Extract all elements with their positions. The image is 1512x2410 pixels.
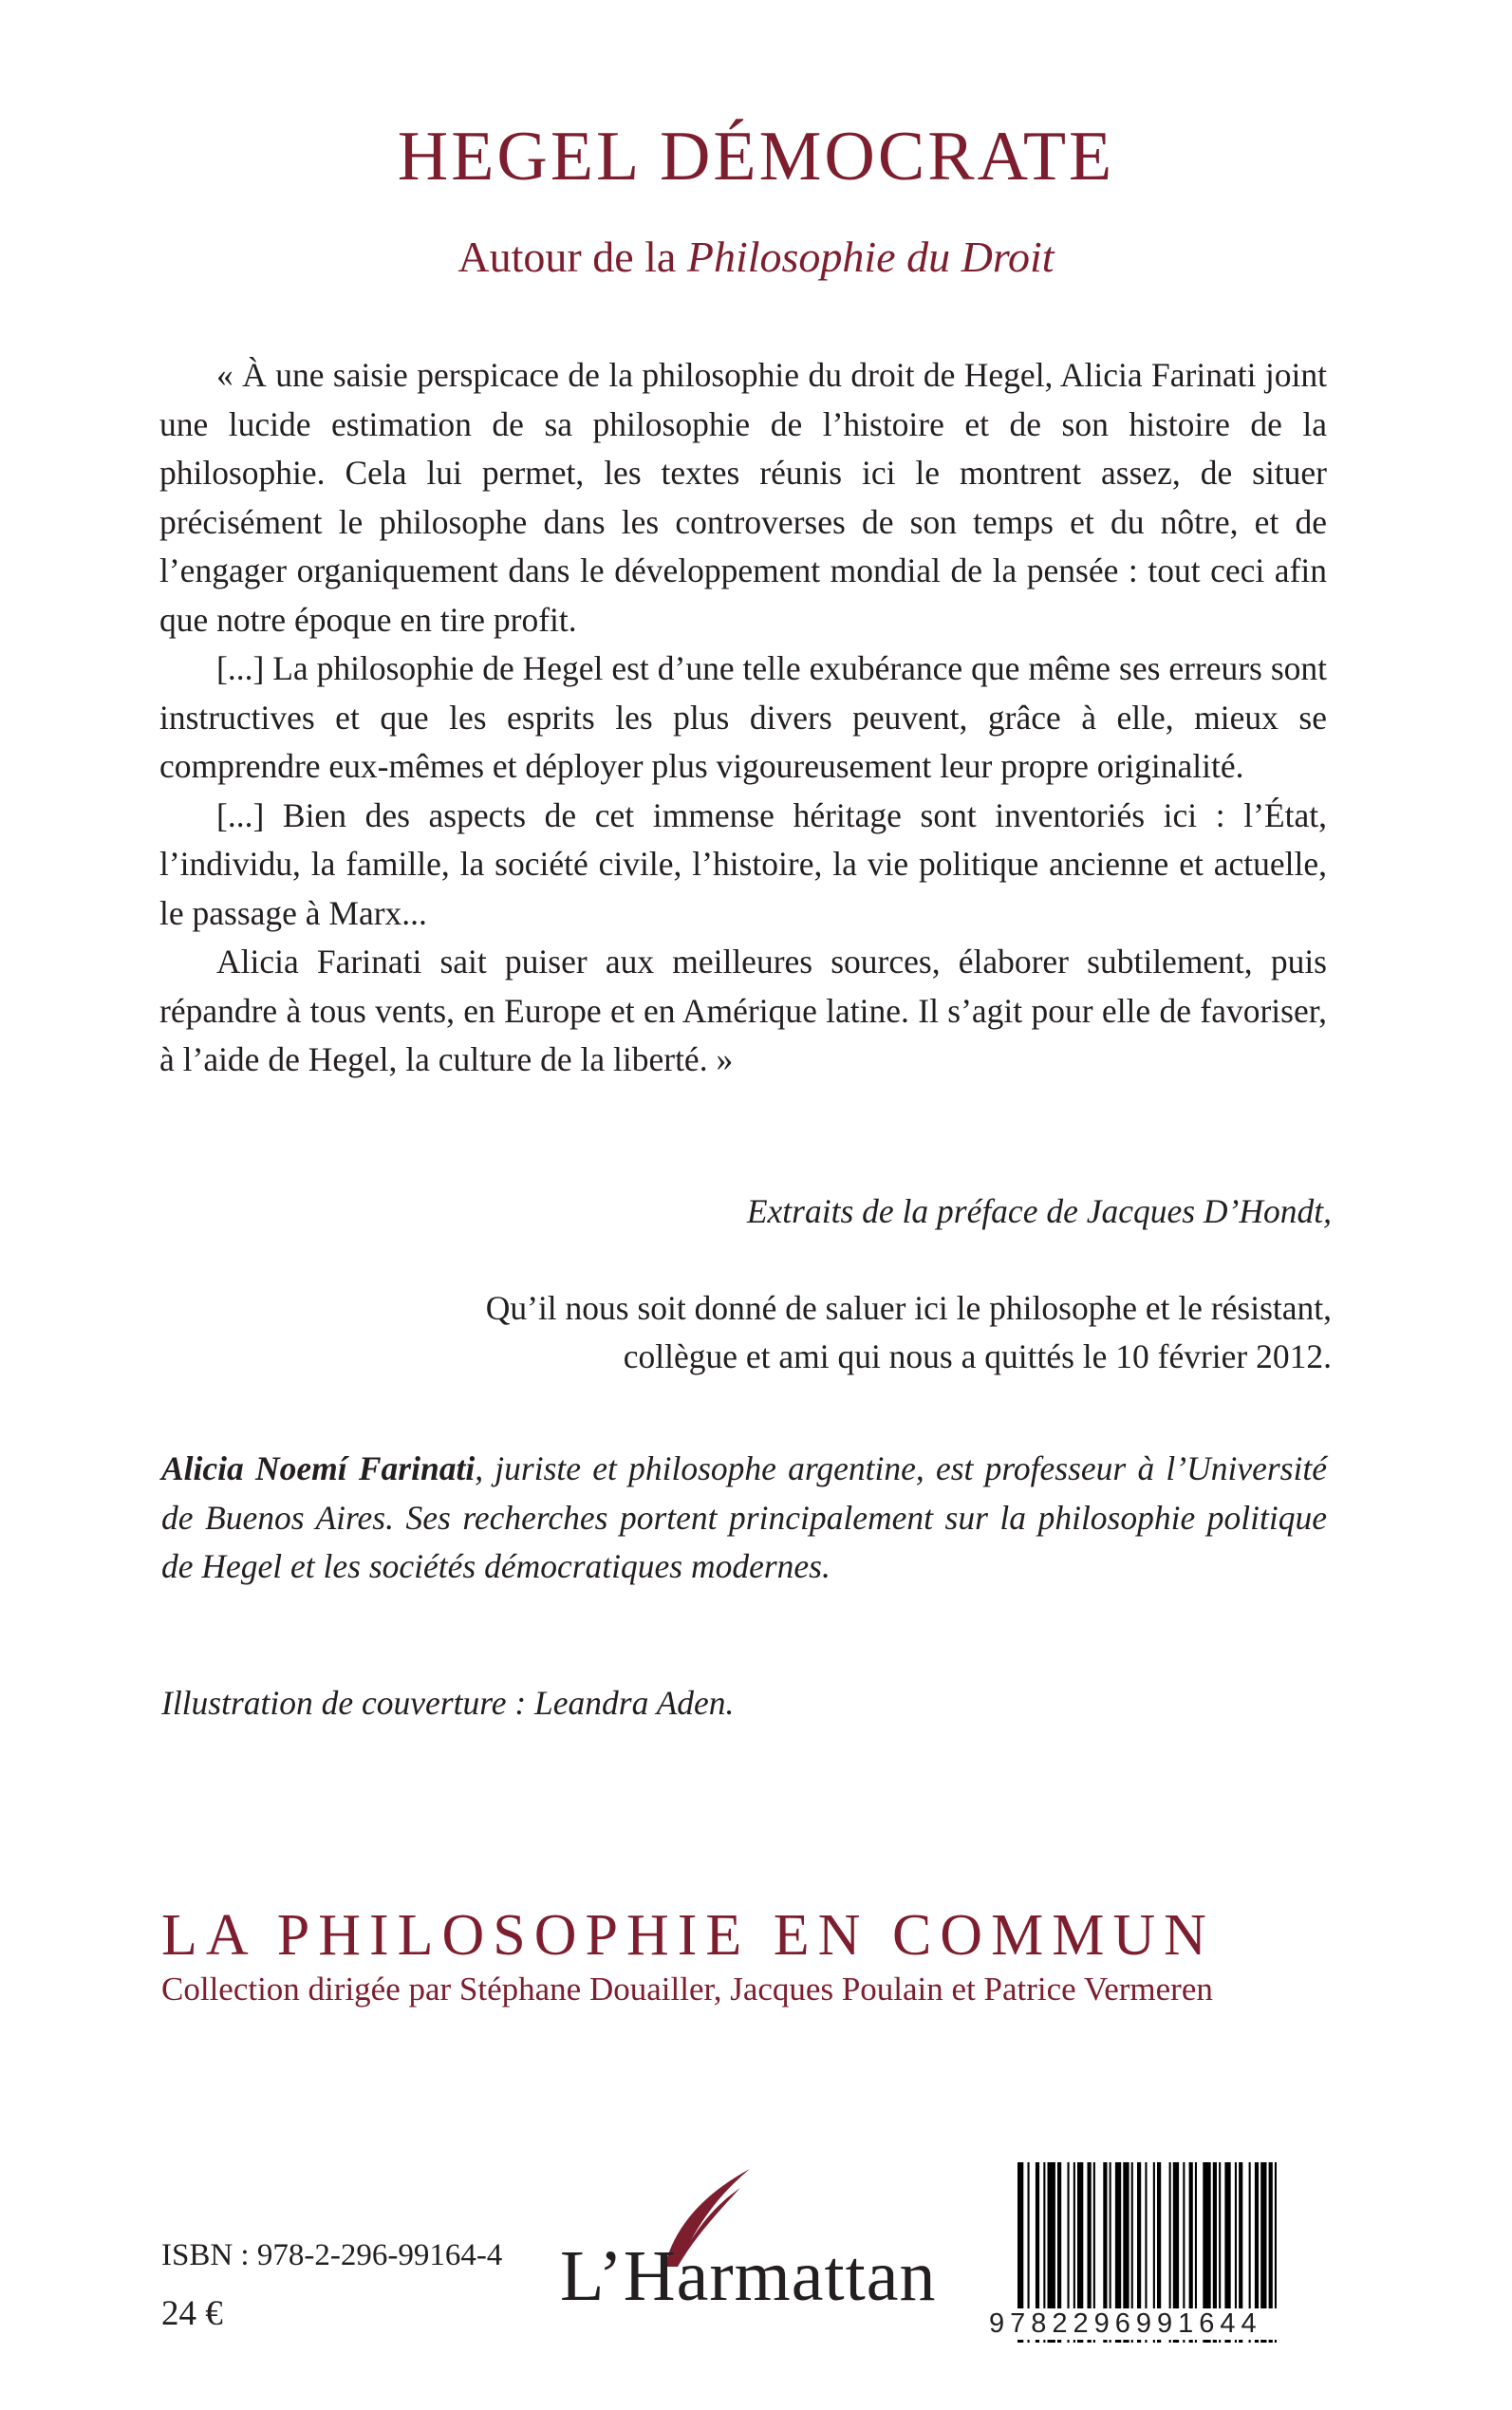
author-name: Alicia Noemí Farinati [161, 1449, 476, 1487]
author-bio [161, 1445, 1327, 1592]
tribute-line-1: Qu’il nous soit donné de saluer ici le philosophe et le résistant, [485, 1289, 1332, 1327]
tribute-note [486, 1284, 1332, 1381]
subtitle-italic: Philosophie du Droit [686, 233, 1055, 281]
preface-attribution: Extraits de la préface de Jacques D’Hondt, [746, 1192, 1332, 1230]
collection-name: LA PHILOSOPHIE EN COMMUN [161, 1903, 1215, 1968]
isbn: ISBN : 978-2-296-99164-4 [161, 2238, 503, 2272]
tribute-line-2: collègue et ami qui nous a quittés le 10 février 2012. [623, 1337, 1332, 1375]
book-title: HEGEL DÉMOCRATE [397, 118, 1115, 196]
price: 24 € [161, 2294, 223, 2333]
subtitle-prefix: Autour de la [457, 233, 687, 281]
paragraph: « À une saisie perspicace de la philosophie du droit de Hegel, Alicia Farinati joint une lucide estimation de sa philosophie de l’histoire et de son histoire de la philosophie. Cela lui permet, les textes réunis ici le montrent assez, de situer précisément le philosophe dans les controverses de son temps et du nôtre, et de l’engager organiquement dans le développement mondial de la pensée : tout ceci afin que notre époque en tire profit. [159, 356, 1327, 639]
paragraph: [...] Bien des aspects de cet immense héritage sont inventoriés ici : l’État, l’individu, la famille, la société civile, l’histoire, la vie politique ancienne et actuelle, le passage à Marx... [159, 795, 1327, 932]
publisher-logo [560, 2164, 940, 2326]
barcode-number: 9782296991644 [989, 2308, 1331, 2340]
book-subtitle [0, 235, 1512, 279]
paragraph: Alicia Farinati sait puiser aux meilleures sources, élaborer subtilement, puis répandre à tous vents, en Europe et en Amérique latine. Il s’agit pour elle de favoriser, à l’aide de Hegel, la culture de la liberté. » [159, 943, 1327, 1078]
preface-excerpt [159, 351, 1327, 1085]
collection-directors: Collection dirigée par Stéphane Douailler, Jacques Poulain et Patrice Vermeren [161, 1971, 1213, 2008]
illustration-credit: Illustration de couverture : Leandra Aden. [161, 1684, 735, 1722]
paragraph: [...] La philosophie de Hegel est d’une telle exubérance que même ses erreurs sont instructives et que les esprits les plus divers peuvent, grâce à elle, mieux se comprendre eux-mêmes et déployer plus vigoureusement leur propre originalité. [159, 649, 1327, 785]
author-bio-text: , juriste et philosophe argentine, est professeur à l’Université de Buenos Aires. Ses recherches portent principalement sur la philosophie politique de Hegel et les sociétés démocratiques modernes. [161, 1449, 1327, 1585]
publisher-name: L’Harmattan [560, 2236, 937, 2316]
